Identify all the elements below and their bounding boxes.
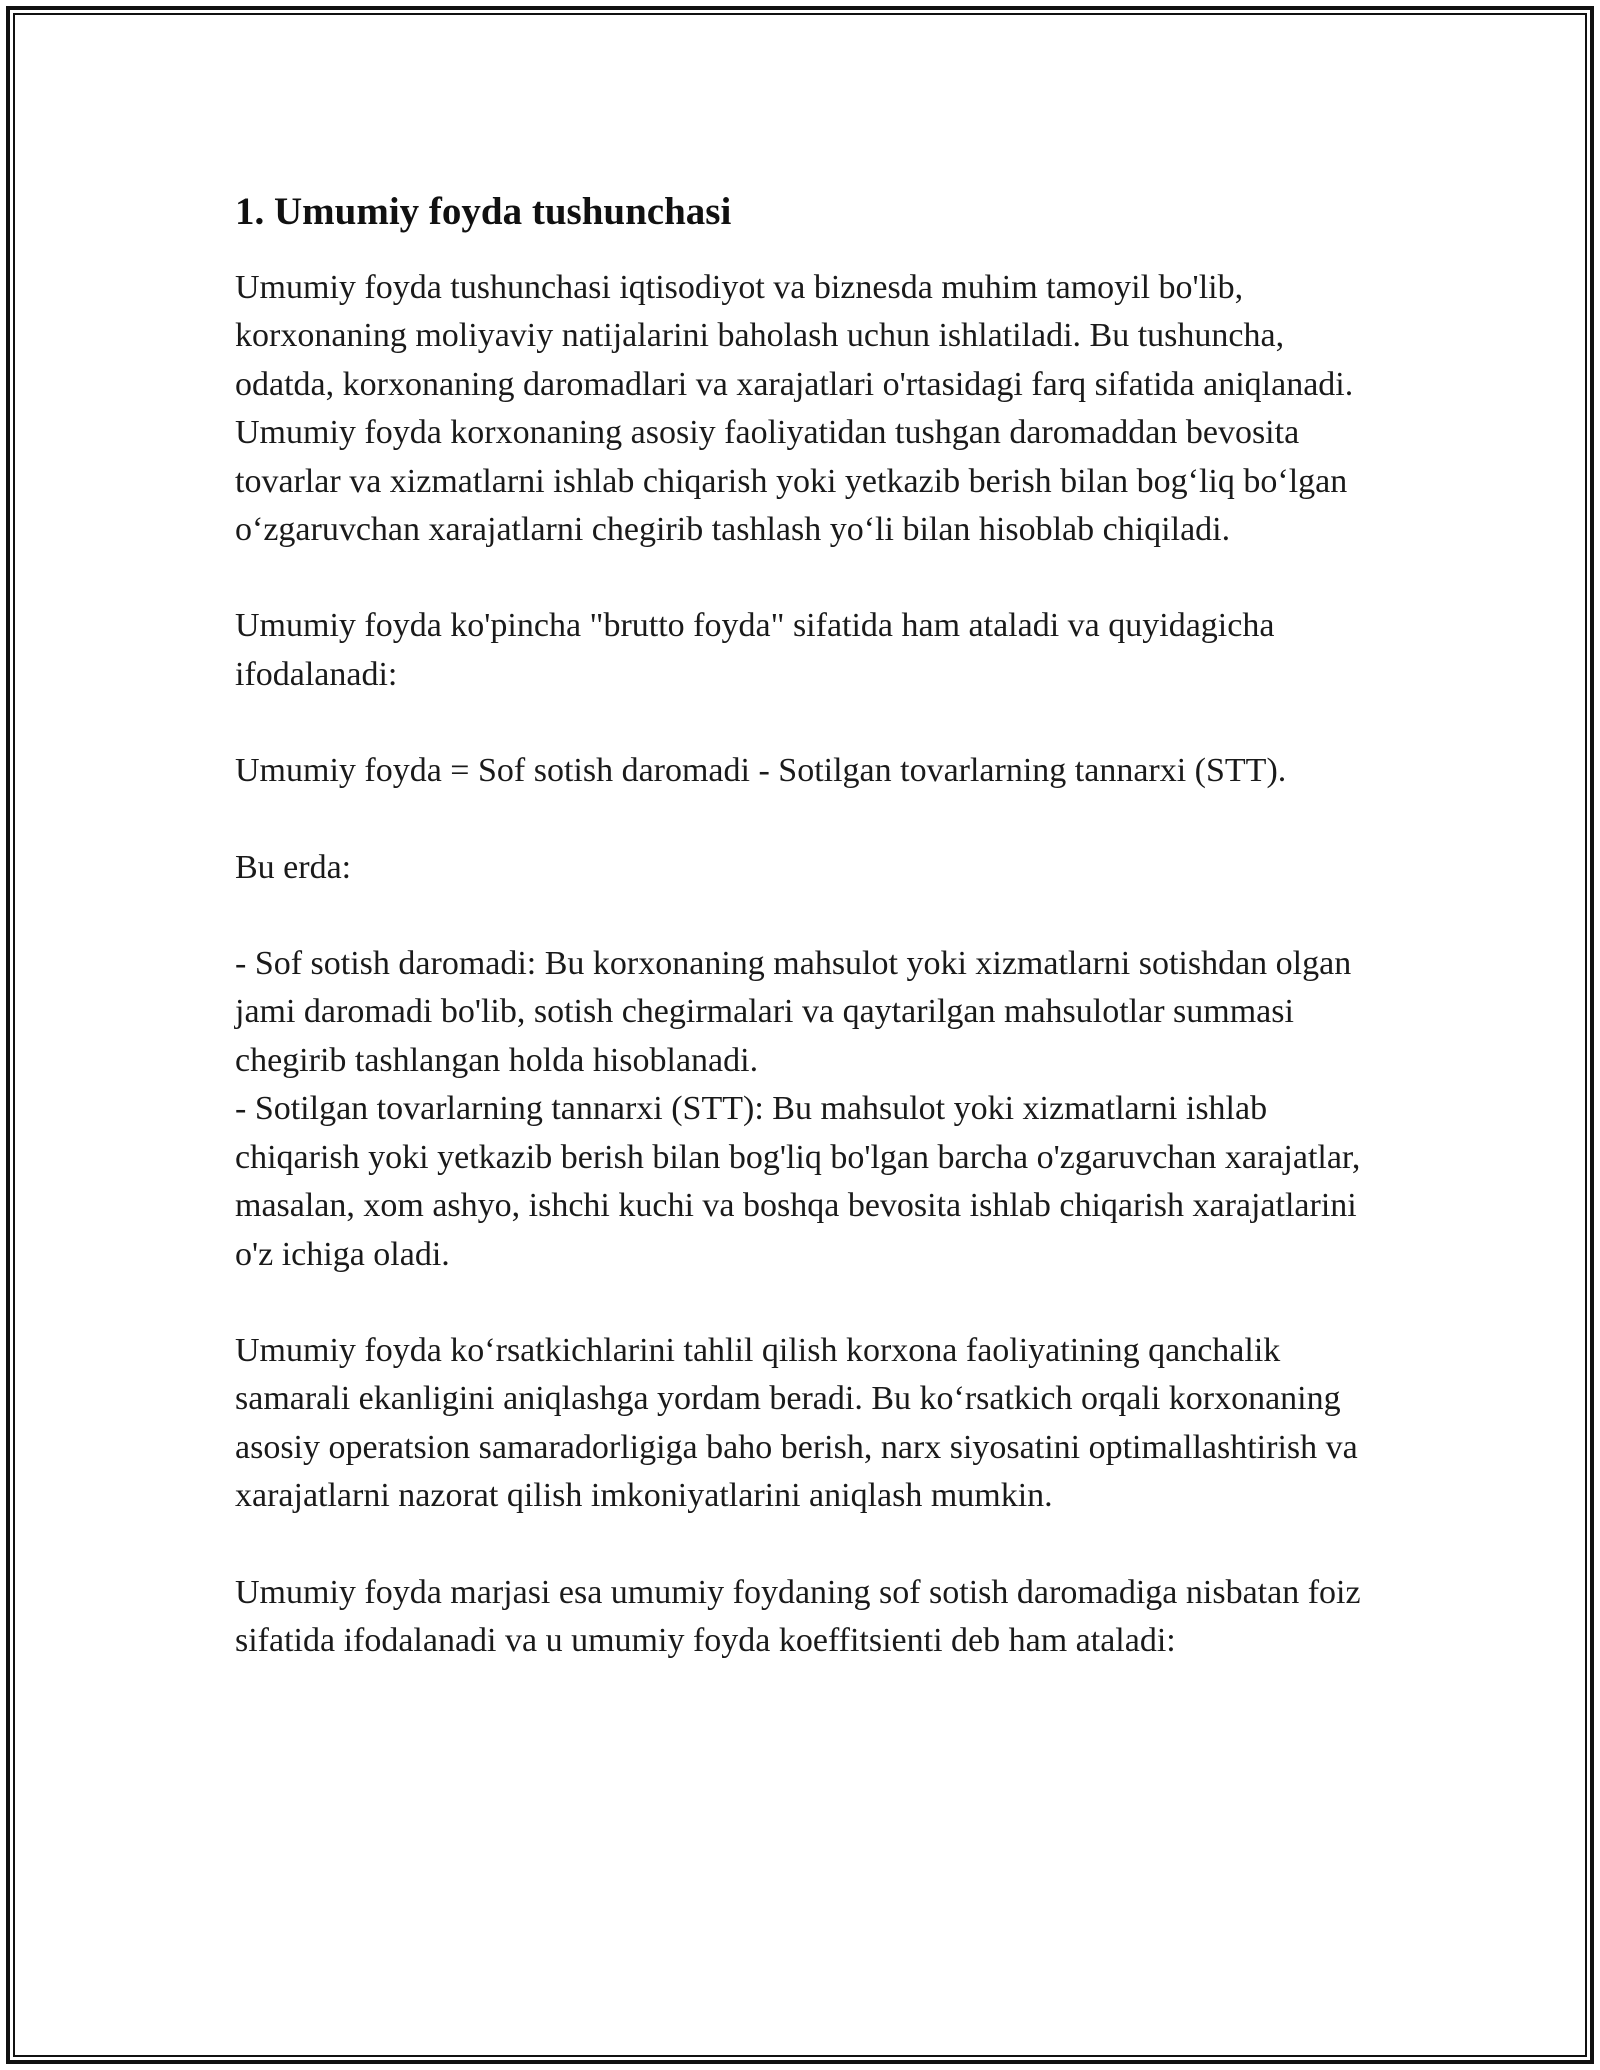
document-body <box>235 186 1375 1713</box>
analysis-paragraph: Umumiy foyda ko‘rsatkichlarini tahlil qilish korxona faoliyatining qanchalik samarali ekanligini aniqlashga yordam beradi. Bu ko‘rsatkich orqali korxonaning asosiy operatsion samaradorligiga baho berish, narx siyosatini optimallashtirish va xarajatlarni nazorat qilish imkoniyatlarini aniqlash mumkin. <box>235 1331 1358 1515</box>
intro-paragraph: Umumiy foyda tushunchasi iqtisodiyot va biznesda muhim tamoyil bo'lib, korxonaning moliyaviy natijalarini baholash uchun ishlatiladi. Bu tushuncha, odatda, korxonaning daromadlari va xarajatlari o'rtasidagi farq sifatida aniqlanadi. Umumiy foyda korxonaning asosiy faoliyatidan tushgan daromaddan bevosita tovarlar va xizmatlarni ishlab chiqarish yoki yetkazib berish bilan bog‘liq bo‘lgan o‘zgaruvchan xarajatlarni chegirib tashlash yo‘li bilan hisoblab chiqiladi. <box>235 269 1354 549</box>
definitions-lead: Bu erda: <box>235 848 352 886</box>
margin-paragraph: Umumiy foyda marjasi esa umumiy foydaning sof sotish daromadiga nisbatan foiz sifatida ifodalanadi va u umumiy foyda koeffitsienti deb ham ataladi: <box>235 1573 1361 1659</box>
section-heading: 1. Umumiy foyda tushunchasi <box>235 190 732 233</box>
formula-paragraph: Umumiy foyda = Sof sotish daromadi - Sotilgan tovarlarning tannarxi (STT). <box>235 752 1287 790</box>
brutto-paragraph: Umumiy foyda ko'pincha "brutto foyda" sifatida ham ataladi va quyidagicha ifodalanadi: <box>235 607 1275 693</box>
definition-cogs: - Sotilgan tovarlarning tannarxi (STT): Bu mahsulot yoki xizmatlarni ishlab chiqarish yoki yetkazib berish bilan bog'liq bo'lgan barcha o'zgaruvchan xarajatlar, masalan, xom ashyo, ishchi kuchi va boshqa bevosita ishlab chiqarish xarajatlarini o'z ichiga oladi. <box>235 1090 1361 1273</box>
definition-net-sales: - Sof sotish daromadi: Bu korxonaning mahsulot yoki xizmatlarni sotishdan olgan jami daromadi bo'lib, sotish chegirmalari va qaytarilgan mahsulotlar summasi chegirib tashlangan holda hisoblanadi. <box>235 945 1352 1079</box>
